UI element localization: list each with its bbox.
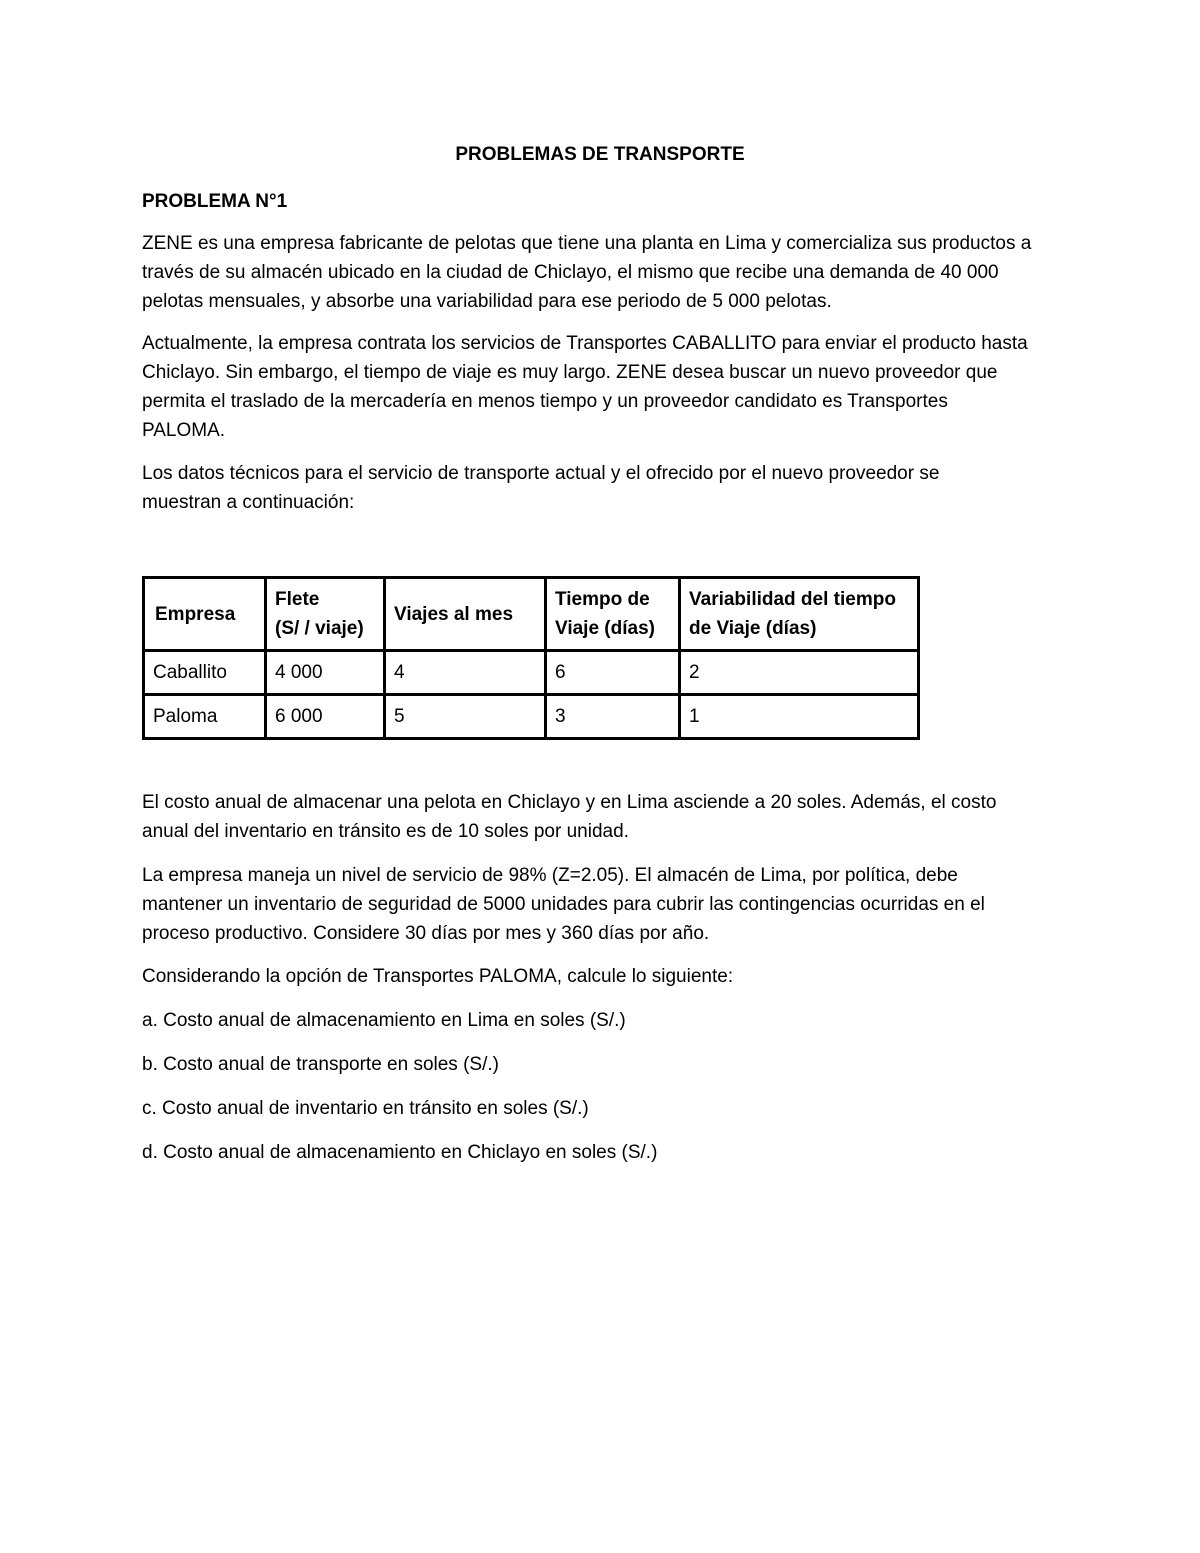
table-cell: 1 <box>680 695 919 739</box>
question-text: a. Costo anual de almacenamiento en Lima en soles (S/.) <box>142 1010 626 1031</box>
question-b <box>142 1050 1062 1079</box>
table-cell: 5 <box>385 695 546 739</box>
table-header-row <box>144 578 919 651</box>
paragraph-line: Los datos técnicos para el servicio de transporte actual y el ofrecido por el nuevo proveedor se <box>142 463 940 484</box>
document-title: PROBLEMAS DE TRANSPORTE <box>455 144 745 165</box>
paragraph-line: Actualmente, la empresa contrata los servicios de Transportes CABALLITO para enviar el producto hasta <box>142 333 1028 354</box>
paragraph-line: Considerando la opción de Transportes PALOMA, calcule lo siguiente: <box>142 966 734 987</box>
paragraph-line: anual del inventario en tránsito es de 10 soles por unidad. <box>142 821 629 842</box>
intro-paragraph <box>142 229 1062 316</box>
data-intro-paragraph <box>142 459 1062 517</box>
transport-data-table <box>142 576 920 740</box>
header-text: Viajes al mes <box>394 603 514 625</box>
paragraph-line: ZENE es una empresa fabricante de pelotas que tiene una planta en Lima y comercializa sus productos a <box>142 233 1032 254</box>
table-cell: 2 <box>680 651 919 695</box>
table-cell: 6 <box>546 651 680 695</box>
table-row <box>144 695 919 739</box>
paragraph-line: proceso productivo. Considere 30 días por mes y 360 días por año. <box>142 923 710 944</box>
paragraph-line: muestran a continuación: <box>142 492 355 513</box>
question-c <box>142 1094 1062 1123</box>
header-text: Variabilidad del tiempo <box>689 589 896 610</box>
question-intro <box>142 962 1062 991</box>
header-text: Empresa <box>155 603 236 625</box>
header-text: Tiempo de <box>555 589 650 610</box>
paragraph-line: pelotas mensuales, y absorbe una variabilidad para ese periodo de 5 000 pelotas. <box>142 291 832 312</box>
header-cell-flete <box>266 578 385 651</box>
question-text: c. Costo anual de inventario en tránsito en soles (S/.) <box>142 1098 589 1119</box>
table-cell: Caballito <box>144 651 266 695</box>
question-text: d. Costo anual de almacenamiento en Chiclayo en soles (S/.) <box>142 1142 658 1163</box>
paragraph-line: PALOMA. <box>142 420 226 441</box>
question-d <box>142 1138 1062 1167</box>
problem-heading: PROBLEMA N°1 <box>142 191 288 212</box>
paragraph-line: El costo anual de almacenar una pelota en Chiclayo y en Lima asciende a 20 soles. Además, el costo <box>142 792 997 813</box>
header-text: de Viaje (días) <box>689 618 817 639</box>
service-level-paragraph <box>142 861 1062 948</box>
header-cell-tiempo <box>546 578 680 651</box>
table-cell: 6 000 <box>266 695 385 739</box>
header-cell-variabilidad <box>680 578 919 651</box>
header-text: (S/ / viaje) <box>275 618 364 639</box>
question-a <box>142 1006 1062 1035</box>
paragraph-line: La empresa maneja un nivel de servicio de 98% (Z=2.05). El almacén de Lima, por política, debe <box>142 865 958 886</box>
paragraph-line: mantener un inventario de seguridad de 5000 unidades para cubrir las contingencias ocurridas en el <box>142 894 985 915</box>
cost-paragraph <box>142 788 1062 846</box>
paragraph-line: través de su almacén ubicado en la ciudad de Chiclayo, el mismo que recibe una demanda de 40 000 <box>142 262 999 283</box>
header-cell-empresa <box>144 578 266 651</box>
header-cell-viajes <box>385 578 546 651</box>
table-row <box>144 651 919 695</box>
table-cell: 4 000 <box>266 651 385 695</box>
current-provider-paragraph <box>142 329 1062 445</box>
table-cell: 4 <box>385 651 546 695</box>
paragraph-line: permita el traslado de la mercadería en menos tiempo y un proveedor candidato es Transportes <box>142 391 948 412</box>
paragraph-line: Chiclayo. Sin embargo, el tiempo de viaje es muy largo. ZENE desea buscar un nuevo proveedor que <box>142 362 998 383</box>
question-text: b. Costo anual de transporte en soles (S/.) <box>142 1054 499 1075</box>
header-text: Flete <box>275 589 320 610</box>
header-text: Viaje (días) <box>555 618 655 639</box>
table-cell: Paloma <box>144 695 266 739</box>
table-cell: 3 <box>546 695 680 739</box>
